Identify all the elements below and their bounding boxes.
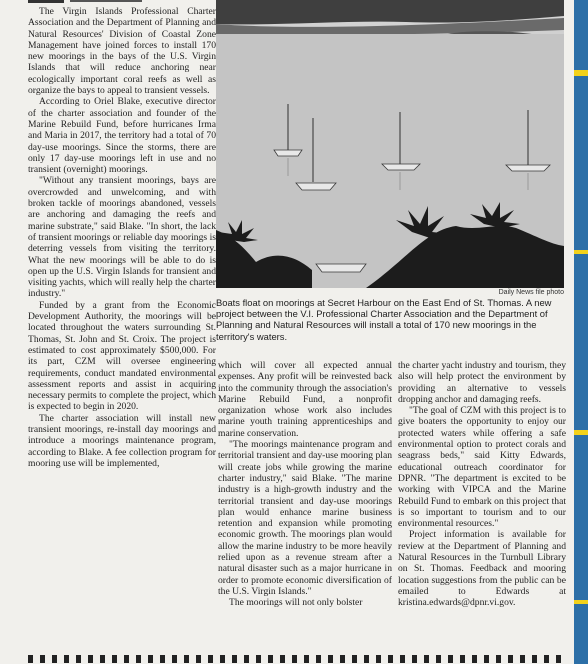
paragraph: "The moorings maintenance program and territorial transient and day-use mooring plan will create jobs while growing the marine charter industry," said Blake. "The marine industry is a high-growth industry and the territorial transient and day-use moorings plan would enhance marine business retention and expansion while promoting economic growth. The moorings plan would allow the marine industry to be more heavily relied upon as a revenue stream after a natural disaster such as a major hurricane in order to promote economic diversification of the U.S. Virgin Islands."	[218, 439, 392, 597]
sidebar-ad-strip	[574, 0, 588, 664]
harbour-photo	[216, 0, 564, 288]
article-column-3	[398, 360, 566, 609]
sidebar-accent	[574, 430, 588, 435]
photo-credit: Daily News file photo	[498, 289, 564, 296]
bottom-decorative-rule	[28, 655, 568, 663]
previous-article-rule	[28, 0, 64, 3]
previous-article-rule	[70, 0, 142, 2]
paragraph: The moorings will not only bolster	[229, 597, 363, 609]
paragraph: The charter association will install new transient moorings, re-install day moorings and introduce a moorings maintenance program, according to Blake. A fee collection program for mooring use will be implemented,	[28, 412, 216, 469]
paragraph: Project information is available for review at the Department of Planning and Natural Resources in the Turnbull Library on St. Thomas. Feedback and mooring location suggestions from the public can be emailed to Edwards at kristina.edwards@dpnr.vi.gov.	[398, 529, 566, 609]
sidebar-accent	[574, 70, 588, 76]
paragraph: "Without any transient moorings, bays are overcrowded and unwelcoming, and with broken tackle of moorings abandoned, vessels are anchoring and damaging the reefs and marine substrate," said Blake. "In short, the lack of transient moorings or reliable day moorings is deterring vessels from visiting the territory. What the new moorings will be able to do is open up the U.S. Virgin Islands for transient and visiting yachts, which will really help the charter industry."	[28, 175, 216, 300]
article-column-1	[28, 6, 216, 469]
article-column-2	[218, 360, 392, 609]
paragraph: "The goal of CZM with this project is to give boaters the opportunity to enjoy our protected waters while offering a safe environmental option to protect corals and seagrass beds," said Kitty Edwards, educational outreach coordinator for DPNR. "The department is excited to be working with VIPCA and the Marine Rebuild Fund to embark on this project that is so important to tourism and to our environmental resources."	[398, 405, 566, 530]
harbour-photo-illustration	[216, 0, 564, 288]
paragraph: Funded by a grant from the Economic Development Authority, the moorings will be located throughout the waters surrounding St. Thomas, St. John and St. Croix. The project is estimated to cost approximately $500,000. For its part, CZM will oversee engineering requirements, conduct mandated environmental assessment reports and assist in acquiring necessary permits to complete the project, which is expected to begin in 2020.	[28, 299, 216, 413]
sidebar-accent	[574, 250, 588, 254]
paragraph: the charter yacht industry and tourism, they also will help protect the environment by providing an alternative to vessels dropping anchor and damaging reefs.	[398, 360, 566, 405]
paragraph: which will cover all expected annual expenses. Any profit will be reinvested back into the community through the association's Marine Rebuild Fund, a nonprofit organization whose work also includes marine youth training apprenticeships and marine conservation.	[218, 360, 392, 439]
paragraph: According to Oriel Blake, executive director of the charter association and founder of the Marine Rebuild Fund, before hurricanes Irma and Maria in 2017, the territory had a total of 70 day-use moorings. Since the storms, there are only 17 day-use moorings left in use and no transient (overnight) moorings.	[28, 96, 216, 176]
photo-caption: Boats float on moorings at Secret Harbour on the East End of St. Thomas. A new project between the V.I. Professional Charter Association and the Department of Planning and Natural Resources will install a total of 170 new moorings in the territory's waters.	[216, 297, 552, 342]
sidebar-accent	[574, 600, 588, 604]
paragraph: The Virgin Islands Professional Charter Association and the Department of Planning and Natural Resources' Division of Coastal Zone Management have joined forces to install 170 new moorings in the bays of the U.S. Virgin Islands that will reduce anchoring near ecologically important coral reefs as well as organize the bays to appeal to transient vessels.	[28, 6, 216, 97]
